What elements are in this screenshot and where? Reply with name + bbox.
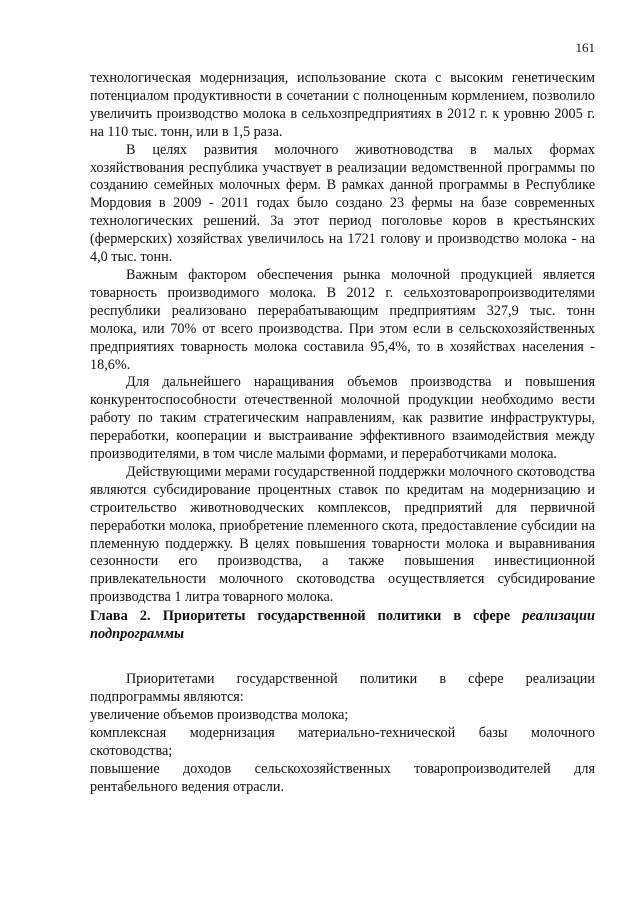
paragraph-competitiveness: Для дальнейшего наращивания объемов производства и повышения конкурентоспособности отечественной молочной продукции необходимо вести работу по таким стратегическим направлениям, как развитие инфраструктуры, переработки, кооперации и выстраивание эффективного взаимодействия между производителями, в том числе малыми формами, и переработчиками молока.: [90, 374, 595, 463]
page-number: 161: [575, 40, 595, 55]
document-body: [90, 70, 595, 797]
chapter-heading: [90, 607, 595, 643]
paragraph-family-farms: В целях развития молочного животноводства в малых формах хозяйствования республика участвует в реализации ведомственной программы по созданию семейных молочных ферм. В рамках данной программы в Республике Мордовия в 2009 - 2011 годах было создано 23 фермы на базе современных технологических решений. За этот период поголовье коров в крестьянских (фермерских) хозяйствах увеличилось на 1721 голову и производство молока - на 4,0 тыс. тонн.: [90, 141, 595, 266]
document-page: [90, 0, 595, 905]
paragraph-state-support: Действующими мерами государственной поддержки молочного скотоводства являются субсидирование процентных ставок по кредитам на модернизацию и строительство животноводческих комплексов, предприятий для первичной переработки молока, приобретение племенного скота, предоставление субсидии на племенную поддержку. В целях повышения товарности молока и выравнивания сезонности его производства, а также повышения инвестиционной привлекательности молочного скотоводства осуществляется субсидирование производства 1 литра товарного молока.: [90, 463, 595, 606]
chapter-heading-label: Глава 2. Приоритеты государственной политики в сфере: [90, 608, 511, 625]
priorities-intro: Приоритетами государственной политики в сфере реализации подпрограммы являются:: [90, 671, 595, 706]
priority-item: комплексная модернизация материально-технической базы молочного скотоводства;: [90, 724, 595, 759]
paragraph-continuation: технологическая модернизация, использование скота с высоким генетическим потенциалом продуктивности в сочетании с полноценным кормлением, позволило увеличить производство молока в сельхозпредприятиях в 2012 г. к уровню 2005 г. на 110 тыс. тонн, или в 1,5 раза.: [90, 70, 595, 140]
priority-item: увеличение объемов производства молока;: [90, 707, 349, 723]
chapter-heading-italic: реализации подпрограммы: [90, 608, 595, 643]
paragraph-marketability: Важным фактором обеспечения рынка молочной продукцией является товарность производимого молока. В 2012 г. сельхозтоваропроизводителями республики реализовано перерабатывающим предприятиям 327,9 тыс. тонн молока, или 70% от всего производства. При этом если в сельскохозяйственных предприятиях товарность молока составила 95,4%, то в хозяйствах населения - 18,6%.: [90, 266, 595, 373]
priorities-section: [90, 671, 595, 796]
priority-item: повышение доходов сельскохозяйственных товаропроизводителей для рентабельного ведения отрасли.: [90, 760, 595, 795]
